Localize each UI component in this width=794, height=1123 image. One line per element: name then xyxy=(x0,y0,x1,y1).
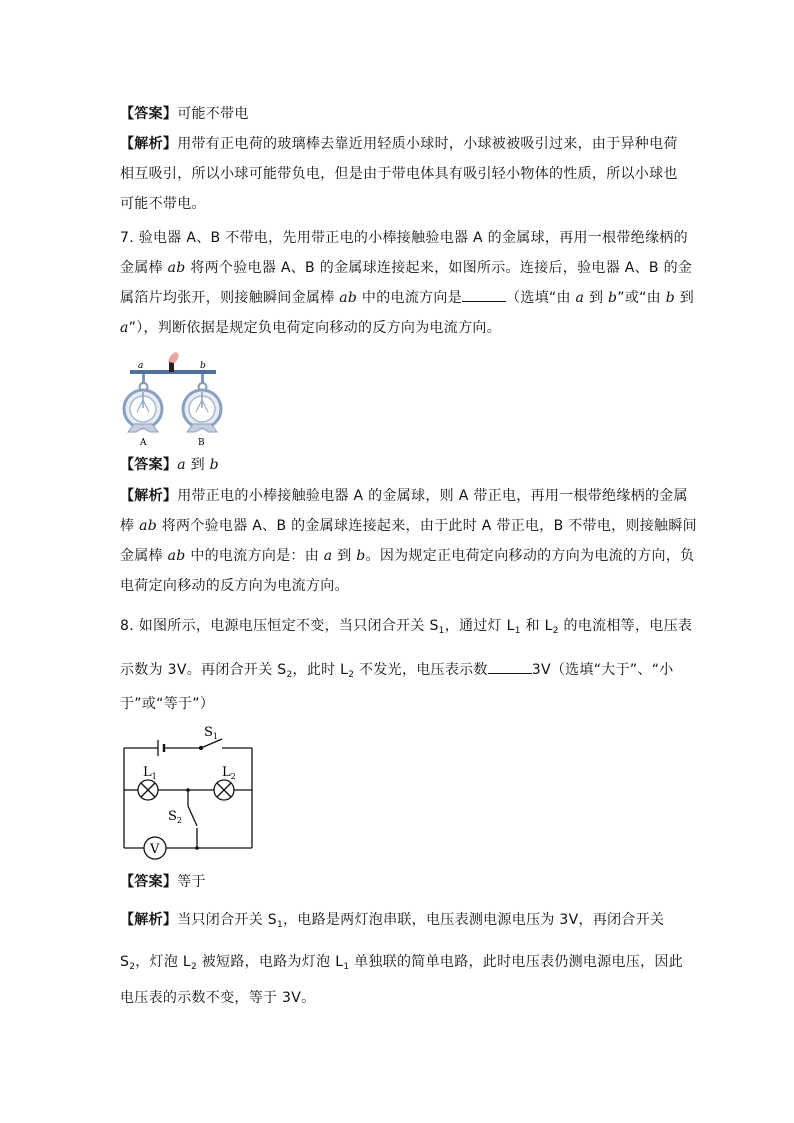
subscript: 1 xyxy=(343,962,350,972)
q7-answer-text: 到 xyxy=(185,457,210,473)
q7-analysis-line-3 xyxy=(120,546,694,566)
q7-text: 属箔片均张开，则接触瞬间金属棒 xyxy=(120,290,340,306)
label-s1: $S_1$ xyxy=(204,725,218,741)
var-a: a xyxy=(120,320,129,336)
q7-analysis-text: 。因为规定正电荷定向移动的方向为电流的方向，负 xyxy=(365,548,695,564)
q8-answer: 等于 xyxy=(177,874,206,890)
q7-analysis-text: 棒 xyxy=(120,518,140,534)
rod-label: ab xyxy=(139,518,157,534)
q8-text: 8. 如图所示，电源电压恒定不变，当只闭合开关 S xyxy=(120,618,439,634)
q8-analysis-text: 当只闭合开关 S xyxy=(177,912,277,928)
q7-text: 金属棒 xyxy=(120,260,168,276)
q7-analysis-line-4: 电荷定向移动的反方向为电流方向。 xyxy=(120,578,349,594)
q7-answer-line xyxy=(120,455,219,475)
q7-text: 到 xyxy=(675,290,695,306)
q7-question-line-3 xyxy=(120,288,694,308)
var-b: b xyxy=(356,548,366,564)
q8-answer-line xyxy=(120,872,206,892)
q8-question-line-3: 于”或“等于”） xyxy=(120,696,215,712)
q7-analysis-text: 中的电流方向是：由 xyxy=(185,548,324,564)
answer-label: 【答案】 xyxy=(120,874,178,890)
q8-text: ，通过灯 L xyxy=(444,618,515,634)
rod-label: ab xyxy=(167,260,186,276)
q8-question-line-2 xyxy=(120,660,674,685)
hand-icon xyxy=(168,352,179,363)
subscript: 1 xyxy=(438,626,445,636)
label-B: B xyxy=(198,438,205,448)
answer-label: 【答案】 xyxy=(120,106,178,122)
q6-analysis-text-1: 用带有正电荷的玻璃棒去靠近用轻质小球时，小球被被吸引过来，由于异种电荷 xyxy=(177,136,678,152)
analysis-label: 【解析】 xyxy=(120,912,178,928)
q8-analysis-text: 单独联的简单电路，此时电压表仍测电源电压，因此 xyxy=(349,954,683,970)
answer-blank xyxy=(462,288,506,302)
q7-analysis-line-1 xyxy=(120,486,688,506)
rod-label: ab xyxy=(167,548,186,564)
electroscope-b xyxy=(183,374,221,432)
var-b: b xyxy=(608,290,618,306)
analysis-label: 【解析】 xyxy=(120,488,178,504)
electroscope-a xyxy=(124,374,162,432)
q7-text: 中的电流方向是 xyxy=(357,290,463,306)
subscript: 2 xyxy=(129,962,136,972)
label-A: A xyxy=(140,438,147,448)
q8-text: 和 L xyxy=(520,618,553,634)
subscript: 1 xyxy=(514,626,521,636)
q7-text: 将两个验电器 A、B 的金属球连接起来，如图所示。连接后，验电器 A、B 的金 xyxy=(185,260,693,276)
label-l1: $L_1$ xyxy=(143,765,157,781)
q8-question-line-1 xyxy=(120,616,692,641)
q6-analysis-line-2: 相互吸引，所以小球可能带负电，但是由于带电体具有吸引轻小物体的性质，所以小球也 xyxy=(120,166,678,182)
q7-analysis-line-2 xyxy=(120,516,697,536)
q6-analysis-line-3: 可能不带电。 xyxy=(120,196,206,212)
analysis-label: 【解析】 xyxy=(120,136,178,152)
q7-text: （选填“由 xyxy=(506,290,576,306)
subscript: 2 xyxy=(286,670,293,680)
q6-answer: 可能不带电 xyxy=(177,106,249,122)
q6-analysis-line-1 xyxy=(120,134,678,154)
var-a: a xyxy=(323,548,333,564)
q7-text: ”或“由 xyxy=(617,290,666,306)
q7-text: ”），判断依据是规定负电荷定向移动的反方向为电流方向。 xyxy=(128,320,502,336)
q8-text: 不发光，电压表示数 xyxy=(354,662,488,678)
q8-analysis-text: 被短路，电路为灯泡 L xyxy=(197,954,344,970)
q7-question-line-1: 7. 验电器 A、B 不带电，先用带正电的小棒接触验电器 A 的金属球，再用一根带绝缘柄的 xyxy=(120,230,688,246)
label-a: a xyxy=(138,361,144,371)
q7-analysis-text: 将两个验电器 A、B 的金属球连接起来，由于此时 A 带正电，B 不带电，则接触瞬间 xyxy=(156,518,697,534)
subscript: 2 xyxy=(190,962,197,972)
answer-label: 【答案】 xyxy=(120,457,178,473)
q7-analysis-text: 用带正电的小棒接触验电器 A 的金属球，则 A 带正电，再用一根带绝缘柄的金属 xyxy=(177,488,688,504)
q8-text: 的电流相等，电压表 xyxy=(558,618,693,634)
subscript: 2 xyxy=(552,626,559,636)
var-b: b xyxy=(665,290,676,306)
var-a: a xyxy=(177,457,186,473)
rod-label: ab xyxy=(339,290,358,306)
electroscope-figure xyxy=(118,350,228,450)
q8-analysis-text: ，电路是两灯泡串联，电压表测电源电压为 3V，再闭合开关 xyxy=(282,912,665,928)
q7-text: 到 xyxy=(584,290,609,306)
q7-analysis-text: 到 xyxy=(332,548,357,564)
label-v: V xyxy=(150,842,160,857)
subscript: 2 xyxy=(348,670,355,680)
q8-text: 示数为 3V。再闭合开关 S xyxy=(120,662,287,678)
subscript: 1 xyxy=(276,920,283,930)
junction-dot xyxy=(195,846,199,850)
circuit-figure xyxy=(118,718,258,866)
q7-question-line-4 xyxy=(120,318,501,338)
switch-s1-blade xyxy=(201,739,222,748)
q8-analysis-text: S xyxy=(120,954,130,970)
label-b: b xyxy=(200,361,206,371)
q8-analysis-line-1 xyxy=(120,910,664,935)
q8-analysis-line-2 xyxy=(120,952,683,977)
switch-s2-blade xyxy=(188,806,197,826)
q6-answer-line xyxy=(120,104,249,124)
q7-analysis-text: 金属棒 xyxy=(120,548,168,564)
junction-dot xyxy=(186,788,190,792)
insulating-handle xyxy=(169,362,174,372)
q7-question-line-2 xyxy=(120,258,692,278)
answer-blank xyxy=(488,660,532,674)
q8-analysis-text: ，灯泡 L xyxy=(135,954,191,970)
q8-text: 3V（选填“大于”、“小 xyxy=(531,662,674,678)
q8-text: ，此时 L xyxy=(292,662,349,678)
label-l2: $L_2$ xyxy=(222,765,236,781)
var-a: a xyxy=(575,290,585,306)
label-s2: $S_2$ xyxy=(168,809,182,825)
q8-analysis-line-3: 电压表的示数不变，等于 3V。 xyxy=(120,990,316,1006)
var-b: b xyxy=(209,457,219,473)
